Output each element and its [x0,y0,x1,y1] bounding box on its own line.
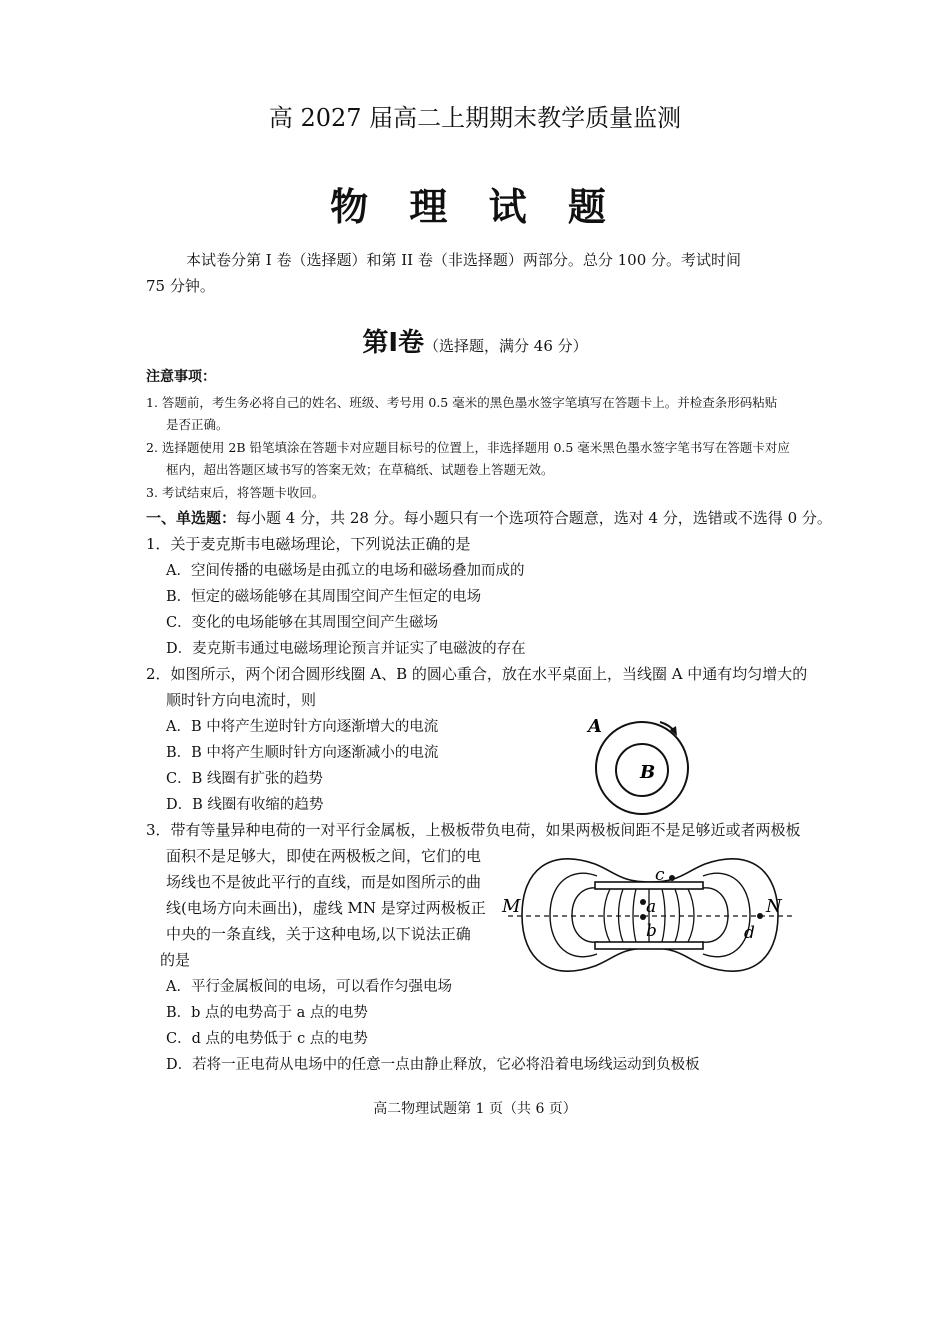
upper-plate [595,882,703,889]
intro-line-1: 本试卷分第 I 卷（选择题）和第 II 卷（非选择题）两部分。总分 100 分。考试时间 [186,251,742,269]
q3-stem-6: 的是 [160,951,191,969]
coil-figure [580,708,700,818]
note-1-cont: 是否正确。 [166,417,229,432]
right-curved-line [702,888,728,942]
q3-option-c: C．d 点的电势低于 c 点的电势 [166,1031,368,1047]
label-n: N [766,896,782,917]
section-note: （选择题，满分 46 分） [424,337,588,355]
point-c [669,875,675,881]
part-desc: 每小题 4 分，共 28 分。每小题只有一个选项符合题意，选对 4 分，选错或不选得 0 分。 [236,509,832,527]
q3-option-b: B．b 点的电势高于 a 点的电势 [166,1005,368,1021]
q2-option-d: D．B 线圈有收缩的趋势 [166,797,324,813]
q3-stem-5: 中央的一条直线，关于这种电场,以下说法正确 [166,925,471,943]
part-label: 一、单选题： [146,509,237,527]
q3-stem-2: 面积不是足够大，即使在两极板之间，它们的电 [166,847,482,865]
q3-stem: 3．带有等量异种电荷的一对平行金属板，上极板带负电荷，如果两极板间距不是足够近或者两极板 [146,821,801,839]
lower-plate [595,942,703,949]
q2-option-a: A．B 中将产生逆时针方向逐渐增大的电流 [166,719,439,735]
field-figure [500,840,800,990]
q2-option-c: C．B 线圈有扩张的趋势 [166,771,323,787]
section-name: 第Ⅰ卷 [362,328,425,358]
q3-option-d: D．若将一正电荷从电场中的任意一点由静止释放，它必将沿着电场线运动到负极板 [166,1057,700,1073]
label-d: d [744,923,755,943]
left-inner-field-line [550,873,597,957]
coil-a-label: A [588,716,602,737]
q1-option-a: A．空间传播的电磁场是由孤立的电场和磁场叠加而成的 [166,563,525,579]
exam-title: 物 理 试 题 [330,185,620,229]
label-b: b [646,921,657,941]
q3-stem-4: 线(电场方向未画出)，虚线 MN 是穿过两极板正 [166,899,486,917]
q1-option-d: D．麦克斯韦通过电磁场理论预言并证实了电磁波的存在 [166,641,526,657]
page-footer: 高二物理试题第 1 页（共 6 页） [373,1101,577,1117]
exam-header: 高 2027 届高二上期期末教学质量监测 [268,104,682,132]
q3-stem-3: 场线也不是彼此平行的直线，而是如图所示的曲 [166,873,482,891]
q1-option-c: C．变化的电场能够在其周围空间产生磁场 [166,615,439,631]
label-a: a [646,897,657,917]
gap-field-line [675,889,680,942]
q2-option-b: B．B 中将产生顺时针方向逐渐减小的电流 [166,745,439,761]
coil-b-label: B [640,762,656,783]
note-3: 3. 考试结束后，将答题卡收回。 [146,485,325,500]
q2-stem-cont: 顺时针方向电流时，则 [166,691,317,709]
note-1: 1. 答题前，考生务必将自己的姓名、班级、考号用 0.5 毫米的黑色墨水签字笔填写在答题卡上。并检查条形码粘贴 [146,395,778,410]
label-c: c [655,865,665,885]
point-d [757,913,763,919]
intro-line-2: 75 分钟。 [146,277,215,295]
right-inner-field-line [703,873,750,957]
note-2-cont: 框内，超出答题区域书写的答案无效；在草稿纸、试题卷上答题无效。 [166,462,554,477]
q1-option-b: B．恒定的磁场能够在其周围空间产生恒定的电场 [166,589,482,605]
part-heading [146,507,832,528]
q1-stem: 1．关于麦克斯韦电磁场理论，下列说法正确的是 [146,535,471,553]
label-m: M [502,896,521,917]
q2-stem: 2．如图所示，两个闭合圆形线圈 A、B 的圆心重合，放在水平桌面上，当线圈 A 中通有均匀增大的 [146,665,808,683]
note-2: 2. 选择题使用 2B 铅笔填涂在答题卡对应题目标号的位置上，非选择题用 0.5 毫米黑色墨水签字笔书写在答题卡对应 [146,440,790,455]
section-heading [0,322,950,359]
notes-title: 注意事项： [146,369,216,385]
left-curved-line [572,888,598,942]
q3-option-a: A．平行金属板间的电场，可以看作匀强电场 [166,979,452,995]
